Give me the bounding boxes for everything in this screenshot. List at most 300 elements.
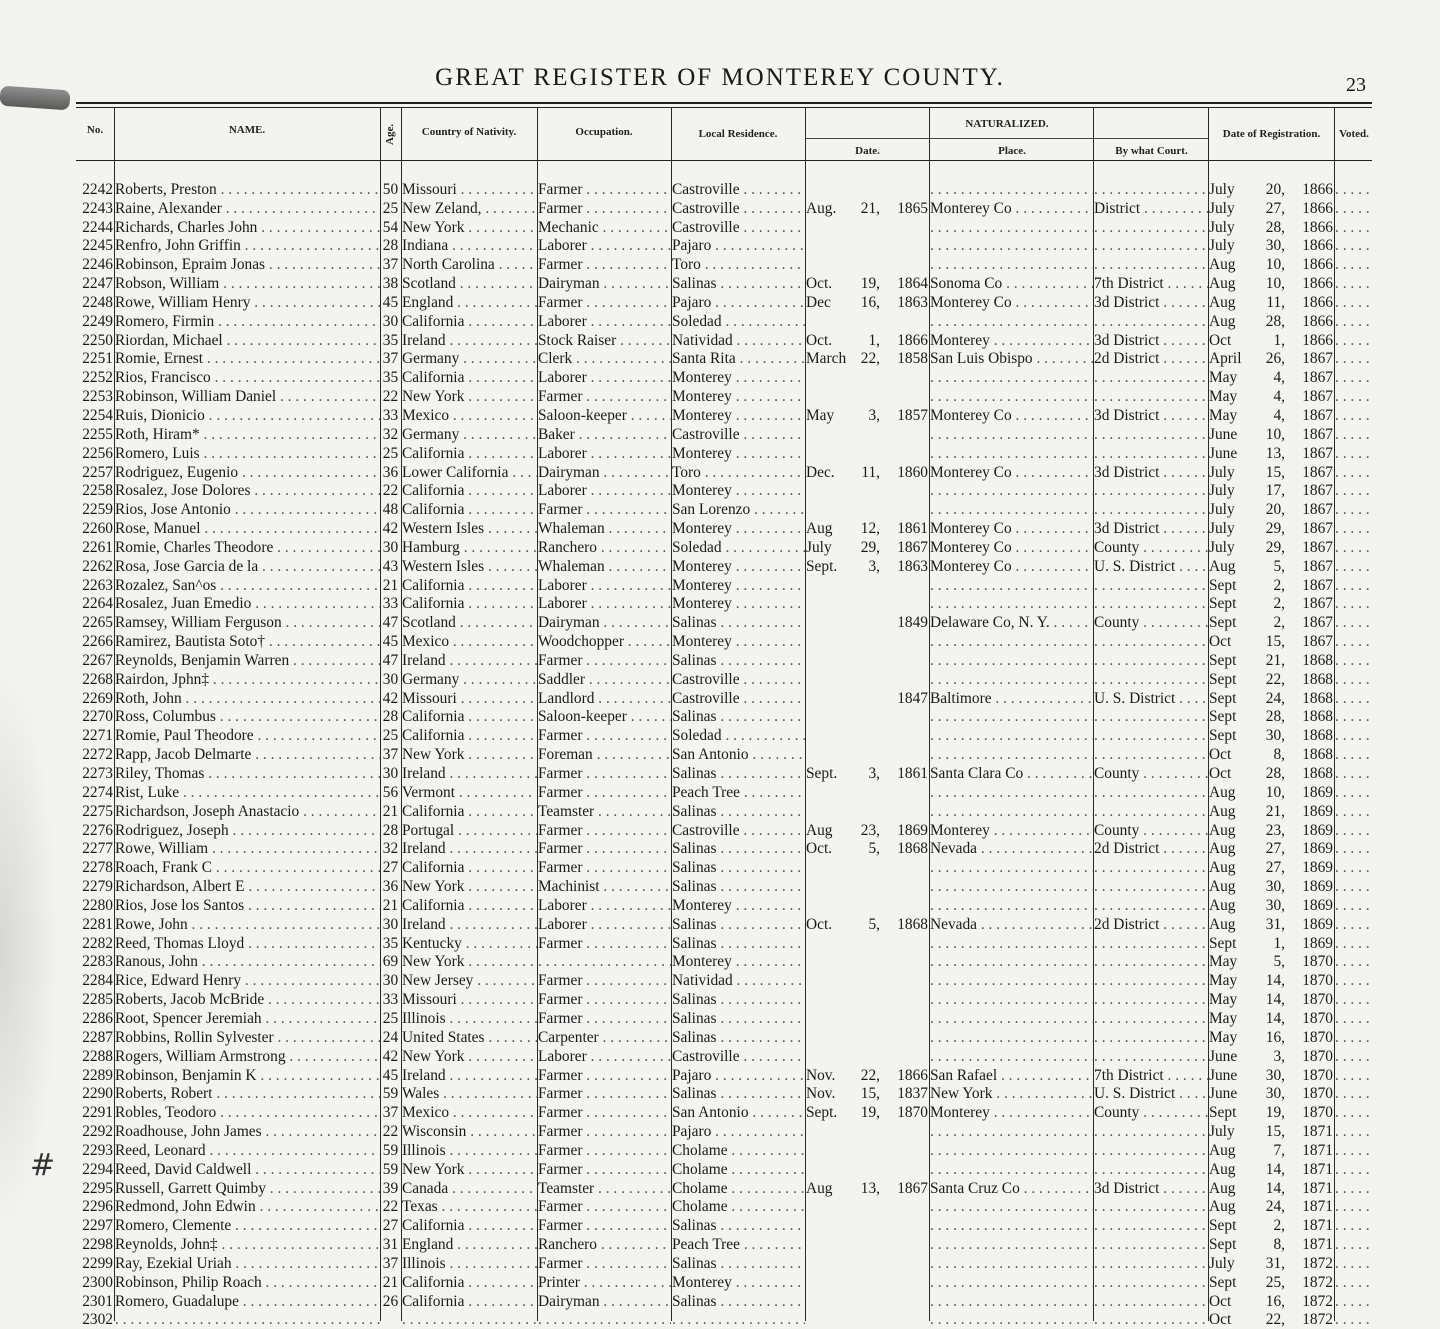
occupation: Farmer . . . bbox=[537, 199, 671, 218]
entry-number: 2247 bbox=[82, 275, 113, 293]
voter-age: 47 bbox=[382, 651, 399, 669]
naturalized-month bbox=[805, 689, 855, 708]
table-row bbox=[76, 350, 1372, 369]
naturalized-day bbox=[855, 1235, 881, 1254]
voted bbox=[1334, 670, 1372, 689]
registration-day: 24, bbox=[1265, 1198, 1285, 1216]
naturalized-day bbox=[855, 651, 881, 670]
voted bbox=[1334, 689, 1372, 708]
voter-name: Robles, Teodoro . . . bbox=[114, 1103, 380, 1122]
naturalized-court: 3d District . . . bbox=[1093, 1179, 1208, 1198]
naturalized-month bbox=[805, 934, 855, 953]
naturalized-day bbox=[855, 745, 881, 764]
occupation: Farmer . . . bbox=[537, 858, 671, 877]
voter-name: Russell, Garrett Quimby . . . bbox=[114, 1179, 380, 1198]
occupation: Farmer . . . bbox=[537, 255, 671, 274]
table-row bbox=[76, 237, 1372, 256]
naturalized-court bbox=[1093, 783, 1208, 802]
voter-age: 33 bbox=[382, 595, 399, 613]
local-residence: Soledad . . . bbox=[671, 312, 805, 331]
voter-age: 42 bbox=[382, 689, 399, 707]
local-residence: Salinas . . . bbox=[671, 840, 805, 859]
voted bbox=[1334, 1103, 1372, 1122]
voter-name: Richardson, Albert E . . . bbox=[114, 877, 380, 896]
naturalized-month bbox=[805, 425, 855, 444]
naturalized-day bbox=[855, 953, 881, 972]
voted bbox=[1334, 726, 1372, 745]
occupation bbox=[537, 1311, 671, 1329]
naturalized-year: 1858 bbox=[897, 350, 928, 368]
table-row bbox=[76, 1273, 1372, 1292]
voter-age: 54 bbox=[382, 218, 399, 236]
naturalized-court bbox=[1093, 1292, 1208, 1311]
voter-name: Riordan, Michael . . . bbox=[114, 331, 380, 350]
naturalized-court: 2d District . . . bbox=[1093, 350, 1208, 369]
table-row bbox=[76, 1028, 1372, 1047]
occupation: Saloon-keeper . . . bbox=[537, 708, 671, 727]
table-row bbox=[76, 689, 1372, 708]
naturalized-place bbox=[929, 896, 1093, 915]
table-row bbox=[76, 1216, 1372, 1235]
registration-year: 1868 bbox=[1302, 727, 1333, 745]
occupation: Laborer . . . bbox=[537, 368, 671, 387]
voter-name: Ranous, John . . . bbox=[114, 953, 380, 972]
entry-number: 2250 bbox=[82, 331, 113, 349]
entry-number: 2294 bbox=[82, 1160, 113, 1178]
registration-day: 28, bbox=[1265, 708, 1285, 726]
country-of-nativity: California . . . bbox=[401, 1273, 537, 1292]
naturalized-year: 1870 bbox=[897, 1104, 928, 1122]
voter-age: 37 bbox=[382, 256, 399, 274]
table-row bbox=[76, 877, 1372, 896]
voted bbox=[1334, 915, 1372, 934]
voted bbox=[1334, 1254, 1372, 1273]
registration-month: Aug bbox=[1209, 256, 1236, 274]
naturalized-month: Aug. bbox=[806, 199, 837, 217]
occupation: Farmer . . . bbox=[537, 1160, 671, 1179]
naturalized-court: County . . . bbox=[1093, 1103, 1208, 1122]
country-of-nativity: Lower California . . . bbox=[401, 463, 537, 482]
voted bbox=[1334, 1198, 1372, 1217]
local-residence: Salinas . . . bbox=[671, 651, 805, 670]
entry-number: 2299 bbox=[82, 1254, 113, 1272]
registration-year: 1867 bbox=[1302, 388, 1333, 406]
table-row bbox=[76, 538, 1372, 557]
naturalized-place bbox=[929, 877, 1093, 896]
registration-month: Aug bbox=[1209, 821, 1236, 839]
naturalized-month bbox=[805, 708, 855, 727]
entry-number: 2251 bbox=[82, 350, 113, 368]
registration-year: 1867 bbox=[1302, 482, 1333, 500]
table-row bbox=[76, 463, 1372, 482]
table-row bbox=[76, 1066, 1372, 1085]
naturalized-place bbox=[929, 651, 1093, 670]
voter-name: Romero, Guadalupe . . . bbox=[114, 1292, 380, 1311]
registration-month: Aug bbox=[1209, 557, 1236, 575]
naturalized-month bbox=[805, 858, 855, 877]
naturalized-year: 1861 bbox=[897, 765, 928, 782]
registration-year: 1867 bbox=[1302, 538, 1333, 556]
page-number: 23 bbox=[1346, 74, 1366, 96]
table-row bbox=[76, 1047, 1372, 1066]
voter-age: 45 bbox=[382, 293, 399, 311]
country-of-nativity: Scotland . . . bbox=[401, 613, 537, 632]
naturalized-court: District . . . bbox=[1093, 199, 1208, 218]
occupation: Farmer . . . bbox=[537, 821, 671, 840]
registration-day: 28, bbox=[1265, 765, 1285, 782]
naturalized-year bbox=[881, 1254, 929, 1273]
occupation: Laborer . . . bbox=[537, 896, 671, 915]
naturalized-place bbox=[929, 500, 1093, 519]
voter-name: Rapp, Jacob Delmarte . . . bbox=[114, 745, 380, 764]
voted bbox=[1334, 293, 1372, 312]
occupation: Laborer . . . bbox=[537, 595, 671, 614]
occupation: Farmer . . . bbox=[537, 387, 671, 406]
country-of-nativity: Illinois . . . bbox=[401, 1254, 537, 1273]
entry-number: 2249 bbox=[82, 312, 113, 330]
entry-number: 2257 bbox=[82, 463, 113, 481]
table-row bbox=[76, 651, 1372, 670]
naturalized-court: U. S. District . . . bbox=[1093, 1085, 1208, 1104]
voted bbox=[1334, 990, 1372, 1009]
naturalized-month bbox=[805, 482, 855, 501]
naturalized-place: Monterey Co . . . bbox=[929, 199, 1093, 218]
voter-age: 59 bbox=[382, 1141, 399, 1159]
country-of-nativity: Wisconsin . . . bbox=[401, 1122, 537, 1141]
registration-year: 1867 bbox=[1302, 463, 1333, 481]
naturalized-day bbox=[855, 1311, 881, 1329]
entry-number: 2298 bbox=[82, 1236, 113, 1254]
naturalized-day bbox=[855, 444, 881, 463]
registration-month: May bbox=[1209, 369, 1238, 387]
naturalized-place bbox=[929, 670, 1093, 689]
voter-age: 25 bbox=[382, 444, 399, 462]
naturalized-month: Nov. bbox=[806, 1085, 836, 1103]
occupation: Teamster . . . bbox=[537, 1179, 671, 1198]
registration-month: Aug bbox=[1209, 275, 1236, 293]
voted bbox=[1334, 1141, 1372, 1160]
voted bbox=[1334, 1028, 1372, 1047]
voted bbox=[1334, 595, 1372, 614]
naturalized-month bbox=[805, 1292, 855, 1311]
registration-month: Aug bbox=[1209, 293, 1236, 311]
voted bbox=[1334, 387, 1372, 406]
country-of-nativity: Germany . . . bbox=[401, 670, 537, 689]
voted bbox=[1334, 180, 1372, 199]
table-row bbox=[76, 576, 1372, 595]
registration-day: 2, bbox=[1273, 1217, 1285, 1235]
voter-age: 36 bbox=[382, 878, 399, 896]
naturalized-court: 3d District . . . bbox=[1093, 406, 1208, 425]
naturalized-court bbox=[1093, 1198, 1208, 1217]
registration-year: 1867 bbox=[1302, 557, 1333, 575]
voter-age: 30 bbox=[382, 765, 399, 782]
naturalized-court: 3d District . . . bbox=[1093, 519, 1208, 538]
naturalized-year bbox=[881, 1160, 929, 1179]
naturalized-year bbox=[881, 1122, 929, 1141]
voter-name: Ray, Ezekial Uriah . . . bbox=[114, 1254, 380, 1273]
naturalized-court bbox=[1093, 1254, 1208, 1273]
registration-year: 1872 bbox=[1302, 1292, 1333, 1310]
local-residence: Salinas . . . bbox=[671, 1085, 805, 1104]
naturalized-court bbox=[1093, 802, 1208, 821]
naturalized-month bbox=[805, 1009, 855, 1028]
voter-name: Roth, John . . . bbox=[114, 689, 380, 708]
voted bbox=[1334, 821, 1372, 840]
voter-age: 43 bbox=[382, 557, 399, 575]
country-of-nativity: Western Isles . . . bbox=[401, 557, 537, 576]
naturalized-place bbox=[929, 482, 1093, 501]
naturalized-court bbox=[1093, 237, 1208, 256]
voter-age: 22 bbox=[382, 1198, 399, 1216]
entry-number: 2277 bbox=[82, 840, 113, 858]
local-residence bbox=[671, 1311, 805, 1329]
entry-number: 2293 bbox=[82, 1141, 113, 1159]
entry-number: 2269 bbox=[82, 689, 113, 707]
registration-month: July bbox=[1209, 538, 1235, 556]
naturalized-year bbox=[881, 444, 929, 463]
table-row bbox=[76, 745, 1372, 764]
local-residence: Salinas . . . bbox=[671, 764, 805, 783]
voter-age: 25 bbox=[382, 199, 399, 217]
country-of-nativity: Missouri . . . bbox=[401, 689, 537, 708]
registration-day: 28, bbox=[1265, 312, 1285, 330]
voted bbox=[1334, 500, 1372, 519]
naturalized-place bbox=[929, 971, 1093, 990]
entry-number: 2242 bbox=[82, 180, 113, 198]
country-of-nativity: California . . . bbox=[401, 500, 537, 519]
header-voted: Voted. bbox=[1339, 128, 1369, 140]
naturalized-place bbox=[929, 1009, 1093, 1028]
registration-month: Sept bbox=[1209, 576, 1237, 594]
occupation: Woodchopper . . . bbox=[537, 632, 671, 651]
registration-month: Sept bbox=[1209, 651, 1237, 669]
entry-number: 2291 bbox=[82, 1104, 113, 1122]
local-residence: San Antonio . . . bbox=[671, 745, 805, 764]
registration-day: 2, bbox=[1273, 576, 1285, 594]
entry-number: 2301 bbox=[82, 1292, 113, 1310]
table-row bbox=[76, 990, 1372, 1009]
naturalized-month bbox=[805, 237, 855, 256]
occupation: Ranchero . . . bbox=[537, 538, 671, 557]
registration-month: Aug bbox=[1209, 859, 1236, 877]
country-of-nativity: California . . . bbox=[401, 368, 537, 387]
registration-day: 1, bbox=[1273, 331, 1285, 349]
occupation: Ranchero . . . bbox=[537, 1235, 671, 1254]
table-row bbox=[76, 1311, 1372, 1329]
naturalized-month: Sept. bbox=[806, 557, 838, 575]
registration-year: 1869 bbox=[1302, 915, 1333, 933]
registration-month: Sept bbox=[1209, 689, 1237, 707]
voter-age: 30 bbox=[382, 670, 399, 688]
naturalized-court bbox=[1093, 1141, 1208, 1160]
table-row bbox=[76, 783, 1372, 802]
registration-year: 1872 bbox=[1302, 1273, 1333, 1291]
registration-month: Oct bbox=[1209, 331, 1232, 349]
country-of-nativity: New Zeland, . . . bbox=[401, 199, 537, 218]
naturalized-place bbox=[929, 990, 1093, 1009]
naturalized-month bbox=[805, 255, 855, 274]
naturalized-place bbox=[929, 1292, 1093, 1311]
country-of-nativity: Western Isles . . . bbox=[401, 519, 537, 538]
voted bbox=[1334, 519, 1372, 538]
voter-age: 42 bbox=[382, 520, 399, 538]
table-row bbox=[76, 764, 1372, 783]
voted bbox=[1334, 971, 1372, 990]
registration-year: 1871 bbox=[1302, 1141, 1333, 1159]
naturalized-year: 1860 bbox=[897, 463, 928, 481]
naturalized-year bbox=[881, 368, 929, 387]
entry-number: 2270 bbox=[82, 708, 113, 726]
voter-name: Reed, David Caldwell . . . bbox=[114, 1160, 380, 1179]
naturalized-place bbox=[929, 368, 1093, 387]
naturalized-place: Monterey Co . . . bbox=[929, 519, 1093, 538]
naturalized-year bbox=[881, 877, 929, 896]
naturalized-year bbox=[881, 1028, 929, 1047]
naturalized-month: Aug bbox=[806, 1179, 833, 1197]
voted bbox=[1334, 1273, 1372, 1292]
registration-year: 1866 bbox=[1302, 275, 1333, 293]
registration-day: 30, bbox=[1265, 878, 1285, 896]
naturalized-day: 12, bbox=[860, 520, 880, 538]
table-row bbox=[76, 180, 1372, 199]
naturalized-court bbox=[1093, 934, 1208, 953]
voter-age: 32 bbox=[382, 425, 399, 443]
table-row bbox=[76, 255, 1372, 274]
local-residence: Salinas . . . bbox=[671, 708, 805, 727]
naturalized-year bbox=[881, 1141, 929, 1160]
naturalized-day bbox=[855, 218, 881, 237]
local-residence: Castroville . . . bbox=[671, 425, 805, 444]
header-rule-top bbox=[76, 102, 1372, 104]
voter-name: Ramirez, Bautista Soto† . . . bbox=[114, 632, 380, 651]
occupation: Laborer . . . bbox=[537, 312, 671, 331]
registration-month: July bbox=[1209, 199, 1235, 217]
table-row bbox=[76, 953, 1372, 972]
voter-age: 21 bbox=[382, 576, 399, 594]
registration-day: 21, bbox=[1265, 651, 1285, 669]
naturalized-year: 1864 bbox=[897, 275, 928, 293]
registration-day: 26, bbox=[1265, 350, 1285, 368]
naturalized-place bbox=[929, 802, 1093, 821]
registration-day: 14, bbox=[1265, 972, 1285, 990]
table-row bbox=[76, 425, 1372, 444]
naturalized-place: San Luis Obispo . . . bbox=[929, 350, 1093, 369]
country-of-nativity: Ireland . . . bbox=[401, 651, 537, 670]
registration-day: 22, bbox=[1265, 1311, 1285, 1329]
voted bbox=[1334, 1009, 1372, 1028]
naturalized-month bbox=[805, 444, 855, 463]
registration-day: 14, bbox=[1265, 991, 1285, 1009]
occupation: Dairyman . . . bbox=[537, 274, 671, 293]
country-of-nativity: Portugal . . . bbox=[401, 821, 537, 840]
naturalized-place bbox=[929, 237, 1093, 256]
registration-month: Oct bbox=[1209, 1311, 1232, 1329]
occupation: Printer . . . bbox=[537, 1273, 671, 1292]
voter-age: 26 bbox=[382, 1292, 399, 1310]
voted bbox=[1334, 1292, 1372, 1311]
registration-year: 1870 bbox=[1302, 1009, 1333, 1027]
naturalized-place: Monterey . . . bbox=[929, 1103, 1093, 1122]
naturalized-place bbox=[929, 708, 1093, 727]
country-of-nativity: Canada . . . bbox=[401, 1179, 537, 1198]
naturalized-court bbox=[1093, 1216, 1208, 1235]
naturalized-year bbox=[881, 1216, 929, 1235]
naturalized-day bbox=[855, 783, 881, 802]
naturalized-place: Sonoma Co . . . bbox=[929, 274, 1093, 293]
table-row bbox=[76, 444, 1372, 463]
voted bbox=[1334, 613, 1372, 632]
naturalized-year: 1866 bbox=[897, 1066, 928, 1084]
voter-name: Riley, Thomas . . . bbox=[114, 764, 380, 783]
naturalized-month: Sept. bbox=[806, 1104, 838, 1122]
naturalized-month bbox=[805, 595, 855, 614]
naturalized-place bbox=[929, 953, 1093, 972]
local-residence: Salinas . . . bbox=[671, 1292, 805, 1311]
naturalized-day bbox=[855, 896, 881, 915]
registration-day: 30, bbox=[1265, 896, 1285, 914]
registration-month: June bbox=[1209, 1047, 1238, 1065]
naturalized-month bbox=[805, 312, 855, 331]
entry-number: 2287 bbox=[82, 1028, 113, 1046]
registration-month: May bbox=[1209, 388, 1238, 406]
table-row bbox=[76, 1235, 1372, 1254]
local-residence: Salinas . . . bbox=[671, 877, 805, 896]
registration-year: 1866 bbox=[1302, 293, 1333, 311]
voter-age: 33 bbox=[382, 991, 399, 1009]
naturalized-place bbox=[929, 444, 1093, 463]
naturalized-year bbox=[881, 953, 929, 972]
voter-name: Richardson, Joseph Anastacio . . . bbox=[114, 802, 380, 821]
voter-name: Romie, Ernest . . . bbox=[114, 350, 380, 369]
table-row bbox=[76, 519, 1372, 538]
naturalized-day bbox=[855, 1198, 881, 1217]
naturalized-day bbox=[855, 1254, 881, 1273]
voter-age: 56 bbox=[382, 783, 399, 801]
naturalized-year bbox=[881, 896, 929, 915]
table-row bbox=[76, 726, 1372, 745]
naturalized-year bbox=[881, 651, 929, 670]
registration-year: 1867 bbox=[1302, 350, 1333, 368]
registration-day: 10, bbox=[1265, 275, 1285, 293]
voted bbox=[1334, 557, 1372, 576]
occupation: Stock Raiser . . . bbox=[537, 331, 671, 350]
country-of-nativity: California . . . bbox=[401, 896, 537, 915]
registration-month: Aug bbox=[1209, 915, 1236, 933]
naturalized-place: Monterey Co . . . bbox=[929, 293, 1093, 312]
local-residence: Cholame . . . bbox=[671, 1179, 805, 1198]
registration-month: Oct bbox=[1209, 1292, 1232, 1310]
entry-number: 2292 bbox=[82, 1123, 113, 1141]
naturalized-place bbox=[929, 1216, 1093, 1235]
naturalized-year bbox=[881, 858, 929, 877]
registration-month: May bbox=[1209, 406, 1238, 424]
entry-number: 2302 bbox=[82, 1311, 113, 1329]
header-name: NAME. bbox=[228, 124, 266, 136]
naturalized-month bbox=[805, 877, 855, 896]
entry-number: 2262 bbox=[82, 557, 113, 575]
voted bbox=[1334, 632, 1372, 651]
registration-day: 15, bbox=[1265, 463, 1285, 481]
country-of-nativity: California . . . bbox=[401, 708, 537, 727]
naturalized-month bbox=[805, 953, 855, 972]
country-of-nativity: New York . . . bbox=[401, 745, 537, 764]
naturalized-place: Baltimore . . . bbox=[929, 689, 1093, 708]
table-row bbox=[76, 821, 1372, 840]
naturalized-year: 1869 bbox=[897, 821, 928, 839]
voter-name: Robinson, Benjamin K . . . bbox=[114, 1066, 380, 1085]
entry-number: 2246 bbox=[82, 256, 113, 274]
